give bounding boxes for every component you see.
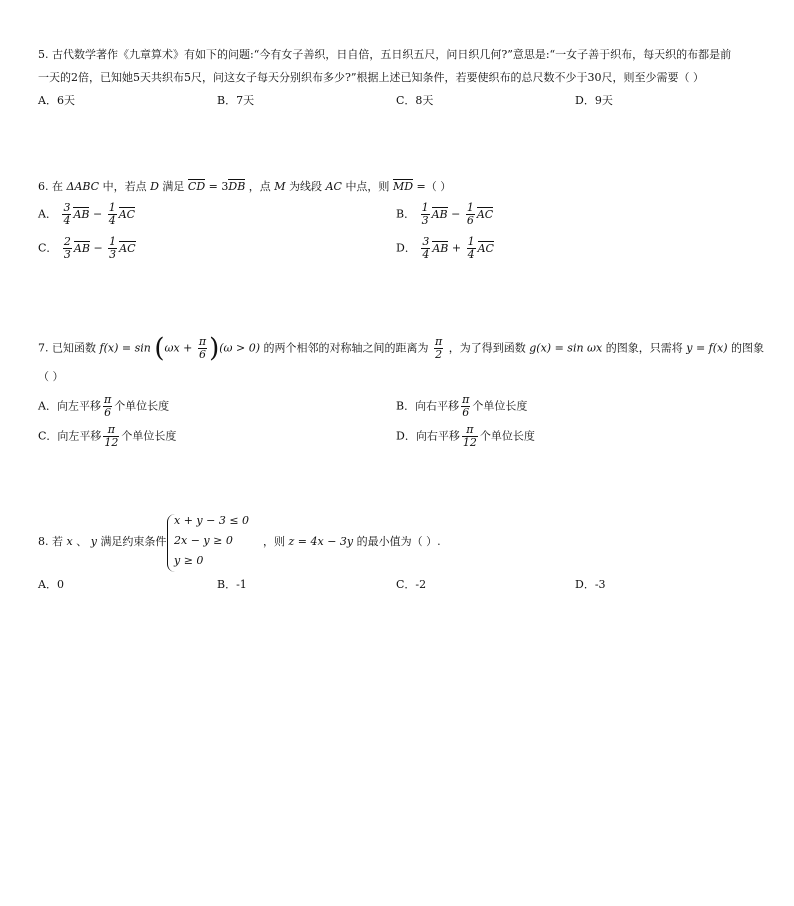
q8-option-b[interactable]: B．-1	[217, 578, 247, 591]
q6-triangle: ΔABC	[66, 180, 100, 193]
q7-option-d[interactable]	[396, 424, 535, 449]
q8-text: ，则	[263, 535, 285, 548]
q5-option-a[interactable]: A．6天	[38, 94, 75, 107]
fraction: $\frac{1}{4}$	[108, 201, 116, 227]
fraction: $\frac{\pi}{6}$	[462, 393, 470, 419]
q8-sep: 、	[76, 535, 88, 548]
option-text: 个单位长度	[472, 399, 528, 413]
q6-stem-end: =（ ）	[416, 180, 452, 193]
q8-constraint-1: x + y − 3 ≤ 0	[174, 514, 250, 527]
option-label: C．向左平移	[38, 429, 102, 443]
q7-y-equals-f: y = f(x)	[686, 341, 728, 355]
q6-point-d: D	[150, 180, 159, 193]
option-label: D．向右平移	[396, 429, 460, 443]
fraction: $\frac{\pi}{6}$	[198, 335, 207, 361]
fraction: $\frac{1}{6}$	[466, 201, 474, 227]
q6-stem	[38, 179, 451, 195]
fraction: $\frac{1}{3}$	[109, 235, 117, 261]
q7-text: 的两个相邻的对称轴之间的距离为	[263, 341, 429, 355]
q7-text: 的图象，只需将	[605, 341, 683, 355]
q7-function-f: f(x) = sin	[99, 341, 151, 355]
option-label: D．	[396, 241, 416, 255]
q5-option-d[interactable]: D．9天	[575, 94, 613, 107]
q5-line1: 5. 古代数学著作《九章算术》有如下的问题:“今有女子善织，日自倍，五日织五尺，问日织几何?”意思是:“一女子善于织布，每天织的布都是前	[38, 48, 732, 61]
vector-ab: AB	[432, 241, 449, 255]
q7-option-b[interactable]	[396, 394, 527, 419]
operator: −	[92, 207, 103, 221]
option-label: C．	[38, 241, 58, 255]
fraction: $\frac{3}{4}$	[422, 235, 430, 261]
fraction: $\frac{\pi}{12}$	[104, 423, 119, 449]
q6-option-d[interactable]	[396, 236, 494, 261]
fraction: $\frac{3}{4}$	[63, 201, 71, 227]
q7-paren: （ ）	[38, 370, 64, 383]
q6-stem-text: 中点，则	[345, 180, 390, 193]
fraction: $\frac{\pi}{6}$	[103, 393, 112, 419]
q7-text: 的图象	[731, 341, 765, 355]
q5-option-b[interactable]: B．7天	[217, 94, 255, 107]
q6-segment-ac: AC	[325, 180, 342, 193]
left-paren: (	[154, 333, 165, 364]
operator: −	[451, 207, 461, 221]
option-label: A．	[38, 207, 57, 221]
q7-text: ，为了得到函数	[448, 341, 526, 355]
q8-objective: z = 4x − 3y	[288, 535, 354, 548]
q8-stem-right	[263, 534, 441, 550]
option-text: 个单位长度	[479, 429, 535, 443]
fraction: $\frac{\pi}{12}$	[462, 423, 477, 449]
q6-vector-db: DB	[228, 180, 246, 193]
operator: −	[93, 241, 103, 255]
q8-constraint-system	[167, 514, 258, 572]
q6-stem-prefix: 6. 在	[38, 180, 63, 193]
q8-option-c[interactable]: C．-2	[396, 578, 427, 591]
q6-equals: = 3	[208, 180, 229, 193]
fraction: $\frac{1}{3}$	[421, 201, 429, 227]
q6-stem-text: 满足	[162, 180, 185, 193]
q7-option-a[interactable]	[38, 394, 169, 419]
right-paren: )	[209, 333, 220, 364]
q7-omega-x: ωx +	[164, 341, 193, 355]
q8-stem-left	[38, 534, 166, 550]
vector-ab: AB	[431, 207, 448, 221]
option-text: 个单位长度	[114, 399, 170, 413]
q7-prefix: 7. 已知函数	[38, 341, 96, 355]
q8-text: 的最小值为（ ）.	[356, 535, 441, 548]
q8-var-y: y	[90, 535, 97, 548]
q6-stem-text: 中，若点	[102, 180, 147, 193]
q7-stem	[38, 333, 765, 364]
operator: +	[451, 241, 462, 255]
q8-option-a[interactable]: A．0	[38, 578, 64, 591]
q6-vector-cd: CD	[187, 180, 206, 193]
vector-ac: AC	[118, 207, 136, 221]
q6-stem-text: 为线段	[289, 180, 323, 193]
q5-option-c[interactable]: C．8天	[396, 94, 434, 107]
q8-option-d[interactable]: D．-3	[575, 578, 606, 591]
fraction: $\frac{1}{4}$	[467, 235, 475, 261]
option-label: B．向右平移	[396, 399, 460, 413]
q8-text: 满足约束条件	[100, 535, 167, 548]
vector-ab: AB	[73, 207, 90, 221]
q7-condition: (ω > 0)	[219, 341, 261, 355]
q7-option-c[interactable]	[38, 424, 176, 449]
q5-line2: 一天的2倍，已知她5天共织布5尺，问这女子每天分别织布多少?”根据上述已知条件，若要使织布的总尺数不少于30尺，则至少需要（ ）	[38, 71, 705, 84]
option-label: A．向左平移	[38, 399, 101, 413]
q8-prefix: 8. 若	[38, 535, 63, 548]
fraction: $\frac{2}{3}$	[63, 235, 71, 261]
q6-stem-text: ，点	[248, 180, 271, 193]
vector-ab: AB	[73, 241, 90, 255]
q6-option-a[interactable]	[38, 202, 135, 227]
vector-ac: AC	[476, 207, 494, 221]
q6-vector-md: MD	[392, 180, 414, 193]
q7-function-g: g(x) = sin ωx	[529, 341, 603, 355]
q8-constraint-3: y ≥ 0	[174, 554, 204, 567]
fraction: $\frac{\pi}{2}$	[435, 335, 443, 361]
vector-ac: AC	[119, 241, 136, 255]
q6-option-b[interactable]	[396, 202, 493, 227]
vector-ac: AC	[477, 241, 494, 255]
q6-point-m: M	[274, 180, 286, 193]
option-text: 个单位长度	[121, 429, 177, 443]
q8-var-x: x	[66, 535, 73, 548]
q6-option-c[interactable]	[38, 236, 136, 261]
q8-constraint-2: 2x − y ≥ 0	[174, 534, 233, 547]
option-label: B．	[396, 207, 416, 221]
